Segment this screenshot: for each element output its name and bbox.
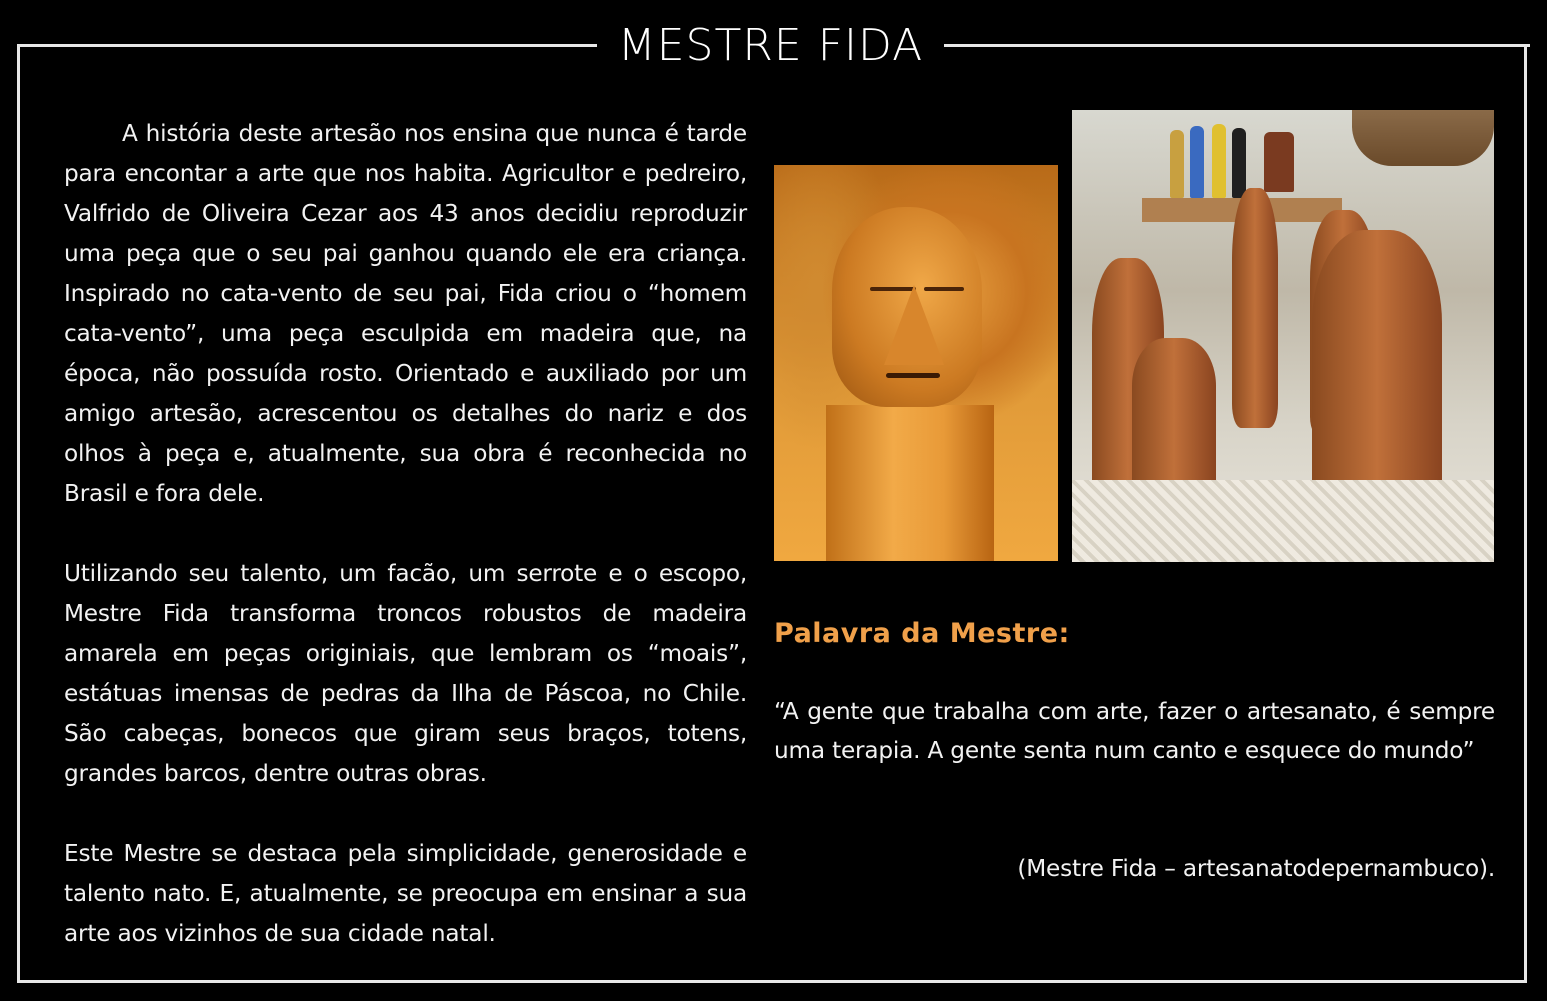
- frame-top-right-rule: [944, 44, 1530, 47]
- sculpture-nose: [884, 285, 944, 365]
- paragraph-history: A história deste artesão nos ensina que nunca é tarde para encontar a arte que nos habita. Agricultor e pedreiro, Valfrido de Oliveira Cezar aos 43 anos decidiu reproduzir uma peça que o seu pai ganhou quando ele era criança. Inspirado no cata-vento de seu pai, Fida criou o “homem cata-vento”, uma peça esculpida em madeira que, na época, não possuída rosto. Orientado e auxiliado por um amigo artesão, acrescentou os detalhes do nariz e dos olhos à peça e, atualmente, sua obra é reconhecida no Brasil e fora dele.: [64, 120, 747, 507]
- wooden-figures-photo: [1072, 110, 1494, 562]
- small-figure: [1232, 128, 1246, 198]
- sculpture-mouth: [886, 373, 940, 378]
- small-figure: [1170, 130, 1184, 198]
- small-figure: [1264, 132, 1294, 192]
- article-body: [64, 114, 747, 954]
- quote-text: “A gente que trabalha com arte, fazer o artesanato, é sempre uma terapia. A gente senta num canto e esquece do mundo”: [774, 698, 1495, 764]
- small-figure: [1212, 124, 1226, 198]
- paragraph-technique: Utilizando seu talento, um facão, um serrote e o escopo, Mestre Fida transforma troncos robustos de madeira amarela em peças originiais, que lembram os “moais”, estátuas imensas de pedras da Ilha de Páscoa, no Chile. São cabeças, bonecos que giram seus braços, totens, grandes barcos, dentre outras obras.: [64, 560, 747, 787]
- wooden-figure: [1232, 188, 1278, 428]
- paragraph-legacy: Este Mestre se destaca pela simplicidade, generosidade e talento nato. E, atualmente, se preocupa em ensinar a sua arte aos vizinhos de sua cidade natal.: [64, 840, 747, 947]
- quote-heading: Palavra da Mestre:: [774, 618, 1070, 649]
- quote-source: (Mestre Fida – artesanatodepernambuco).: [1017, 855, 1495, 882]
- frame-top-left-rule: [17, 44, 597, 47]
- lace-cloth: [1072, 480, 1494, 562]
- sculpture-neck: [826, 405, 994, 561]
- small-figure: [1190, 126, 1204, 198]
- table-top: [1352, 110, 1494, 166]
- page-title: MESTRE FIDA: [617, 20, 924, 71]
- wooden-figure: [1132, 338, 1216, 498]
- wooden-face-sculpture-photo: [774, 165, 1058, 561]
